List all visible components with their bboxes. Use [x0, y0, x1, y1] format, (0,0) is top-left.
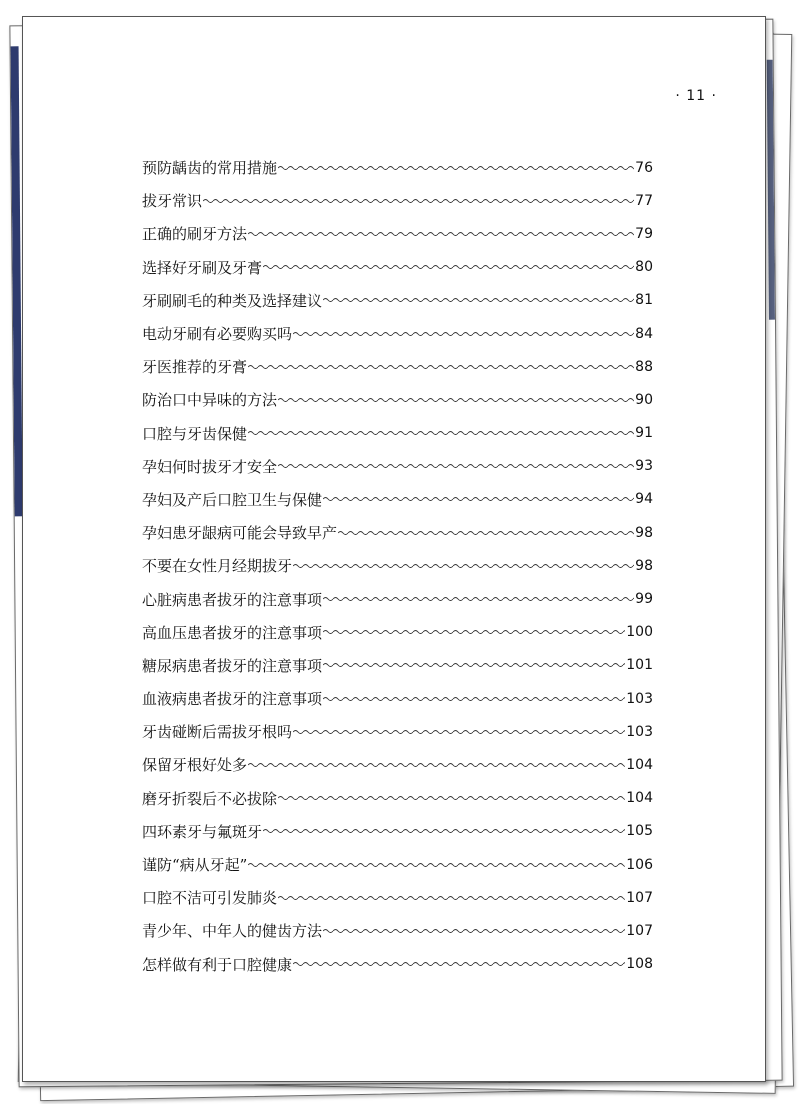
toc-leader — [248, 861, 625, 869]
toc-entry-page: 103 — [626, 723, 653, 740]
toc-entry — [142, 516, 653, 549]
toc-leader — [278, 164, 634, 172]
table-of-contents — [142, 151, 653, 981]
toc-entry-page: 79 — [635, 225, 653, 242]
toc-entry — [142, 383, 653, 416]
toc-entry-page: 103 — [626, 690, 653, 707]
toc-entry-title: 孕妇何时拔牙才安全 — [142, 457, 278, 476]
page-edge-decoration — [767, 60, 775, 320]
toc-entry-title: 怎样做有利于口腔健康 — [142, 955, 293, 974]
toc-entry — [142, 948, 653, 981]
toc-entry-title: 血液病患者拔牙的注意事项 — [142, 690, 323, 709]
toc-entry — [142, 417, 653, 450]
toc-entry-page: 105 — [626, 823, 653, 840]
toc-entry — [142, 616, 653, 649]
toc-entry — [142, 483, 653, 516]
toc-entry — [142, 582, 653, 615]
toc-leader — [248, 230, 634, 238]
toc-entry-page: 106 — [626, 856, 653, 873]
toc-leader — [278, 462, 634, 470]
toc-leader — [278, 396, 634, 404]
toc-leader — [248, 429, 634, 437]
toc-leader — [278, 794, 625, 802]
toc-entry-page: 76 — [635, 159, 653, 176]
toc-entry-page: 88 — [635, 358, 653, 375]
toc-leader — [293, 330, 634, 338]
toc-leader — [293, 562, 634, 570]
toc-entry — [142, 317, 653, 350]
toc-leader — [323, 927, 625, 935]
toc-entry-title: 选择好牙刷及牙膏 — [142, 258, 263, 277]
document-page — [22, 16, 766, 1082]
toc-entry-title: 牙刷刷毛的种类及选择建议 — [142, 291, 323, 310]
toc-entry-title: 正确的刷牙方法 — [142, 225, 248, 244]
toc-leader — [203, 197, 634, 205]
toc-leader — [323, 695, 625, 703]
toc-entry-page: 104 — [626, 790, 653, 807]
toc-entry-title: 预防龋齿的常用措施 — [142, 159, 278, 178]
toc-entry-page: 100 — [626, 624, 653, 641]
toc-entry — [142, 815, 653, 848]
toc-leader — [278, 894, 625, 902]
toc-entry-page: 77 — [635, 192, 653, 209]
toc-leader — [263, 827, 625, 835]
toc-entry-title: 谨防“病从牙起” — [142, 856, 248, 875]
toc-entry-page: 99 — [635, 591, 653, 608]
toc-entry-title: 口腔与牙齿保健 — [142, 424, 248, 443]
toc-leader — [323, 495, 634, 503]
toc-entry-title: 高血压患者拔牙的注意事项 — [142, 623, 323, 642]
toc-entry-title: 口腔不洁可引发肺炎 — [142, 889, 278, 908]
toc-entry — [142, 914, 653, 947]
toc-leader — [323, 595, 634, 603]
toc-leader — [293, 728, 625, 736]
toc-entry — [142, 782, 653, 815]
toc-entry-page: 107 — [626, 922, 653, 939]
toc-entry-title: 青少年、中年人的健齿方法 — [142, 922, 323, 941]
toc-entry — [142, 284, 653, 317]
toc-entry — [142, 217, 653, 250]
toc-entry-title: 牙医推荐的牙膏 — [142, 358, 248, 377]
toc-leader — [248, 761, 625, 769]
toc-entry-page: 107 — [626, 889, 653, 906]
toc-entry — [142, 748, 653, 781]
toc-entry-page: 101 — [626, 657, 653, 674]
toc-entry-page: 84 — [635, 325, 653, 342]
toc-entry — [142, 251, 653, 284]
toc-entry — [142, 450, 653, 483]
toc-entry-title: 糖尿病患者拔牙的注意事项 — [142, 656, 323, 675]
toc-leader — [293, 960, 625, 968]
toc-leader — [248, 363, 634, 371]
toc-entry — [142, 184, 653, 217]
toc-entry-title: 牙齿碰断后需拔牙根吗 — [142, 723, 293, 742]
toc-entry — [142, 848, 653, 881]
toc-entry-title: 保留牙根好处多 — [142, 756, 248, 775]
toc-entry — [142, 350, 653, 383]
toc-entry-title: 孕妇患牙龈病可能会导致早产 — [142, 524, 338, 543]
toc-leader — [263, 263, 634, 271]
toc-entry-page: 94 — [635, 491, 653, 508]
toc-entry-title: 心脏病患者拔牙的注意事项 — [142, 590, 323, 609]
toc-entry — [142, 715, 653, 748]
toc-entry-page: 81 — [635, 292, 653, 309]
toc-entry-title: 电动牙刷有必要购买吗 — [142, 325, 293, 344]
toc-entry-page: 93 — [635, 458, 653, 475]
toc-entry-title: 磨牙折裂后不必拔除 — [142, 789, 278, 808]
toc-leader — [338, 529, 634, 537]
toc-entry — [142, 649, 653, 682]
toc-entry-title: 孕妇及产后口腔卫生与保健 — [142, 490, 323, 509]
toc-leader — [323, 628, 625, 636]
toc-entry-title: 不要在女性月经期拔牙 — [142, 557, 293, 576]
toc-entry — [142, 549, 653, 582]
toc-entry-page: 98 — [635, 557, 653, 574]
toc-entry-title: 四环素牙与氟斑牙 — [142, 822, 263, 841]
toc-leader — [323, 661, 625, 669]
toc-entry-page: 90 — [635, 391, 653, 408]
toc-leader — [323, 296, 634, 304]
toc-entry-page: 98 — [635, 524, 653, 541]
page-edge-decoration — [11, 46, 23, 516]
toc-entry — [142, 881, 653, 914]
toc-entry — [142, 682, 653, 715]
page-number: · 11 · — [675, 88, 717, 104]
toc-entry-page: 91 — [635, 425, 653, 442]
toc-entry-page: 104 — [626, 756, 653, 773]
toc-entry-page: 108 — [626, 956, 653, 973]
toc-entry-page: 80 — [635, 259, 653, 276]
toc-entry-title: 防治口中异味的方法 — [142, 391, 278, 410]
toc-entry-title: 拔牙常识 — [142, 192, 203, 211]
toc-entry — [142, 151, 653, 184]
